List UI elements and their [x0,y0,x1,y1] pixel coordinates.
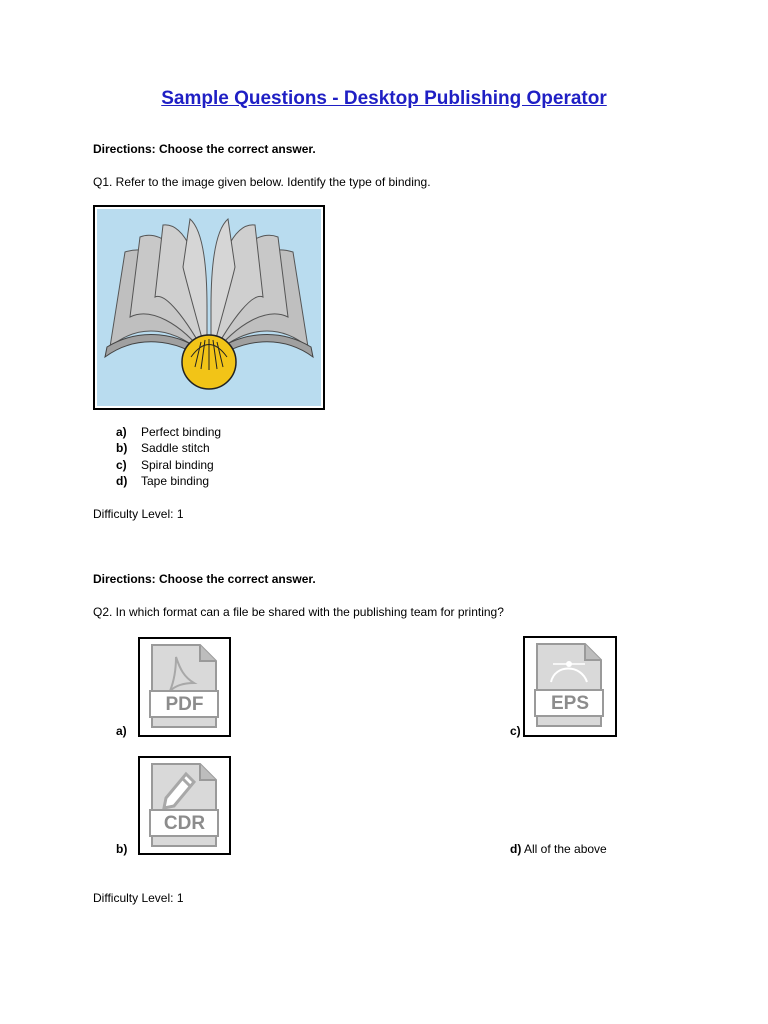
pdf-icon-label: PDF [165,694,204,715]
q2-option-d: d) All of the above [510,842,607,856]
pdf-icon [138,637,231,737]
q2-question: Q2. In which format can a file be shared with the publishing team for printing? [93,605,504,619]
q2-difficulty: Difficulty Level: 1 [93,891,184,905]
q2-option-a-letter: a) [116,724,127,738]
binding-image [93,205,325,410]
q1-difficulty: Difficulty Level: 1 [93,507,184,521]
q2-directions: Directions: Choose the correct answer. [93,572,316,586]
cdr-icon-label: CDR [163,813,206,834]
q1-option-d: d) Tape binding [116,474,210,488]
q1-option-c: c) Spiral binding [116,458,214,472]
q1-question: Q1. Refer to the image given below. Identify the type of binding. [93,175,431,189]
perfect-binding-illustration [95,207,323,408]
cdr-icon [138,756,231,855]
page-title: Sample Questions - Desktop Publishing Operator [161,88,607,109]
q1-directions: Directions: Choose the correct answer. [93,142,316,156]
q1-option-b: b) Saddle stitch [116,441,210,455]
q2-option-b-letter: b) [116,842,128,856]
q1-option-a: a) Perfect binding [116,425,222,439]
q2-option-c-letter: c) [510,724,521,738]
eps-icon-label: EPS [550,693,590,714]
eps-icon [523,636,617,737]
